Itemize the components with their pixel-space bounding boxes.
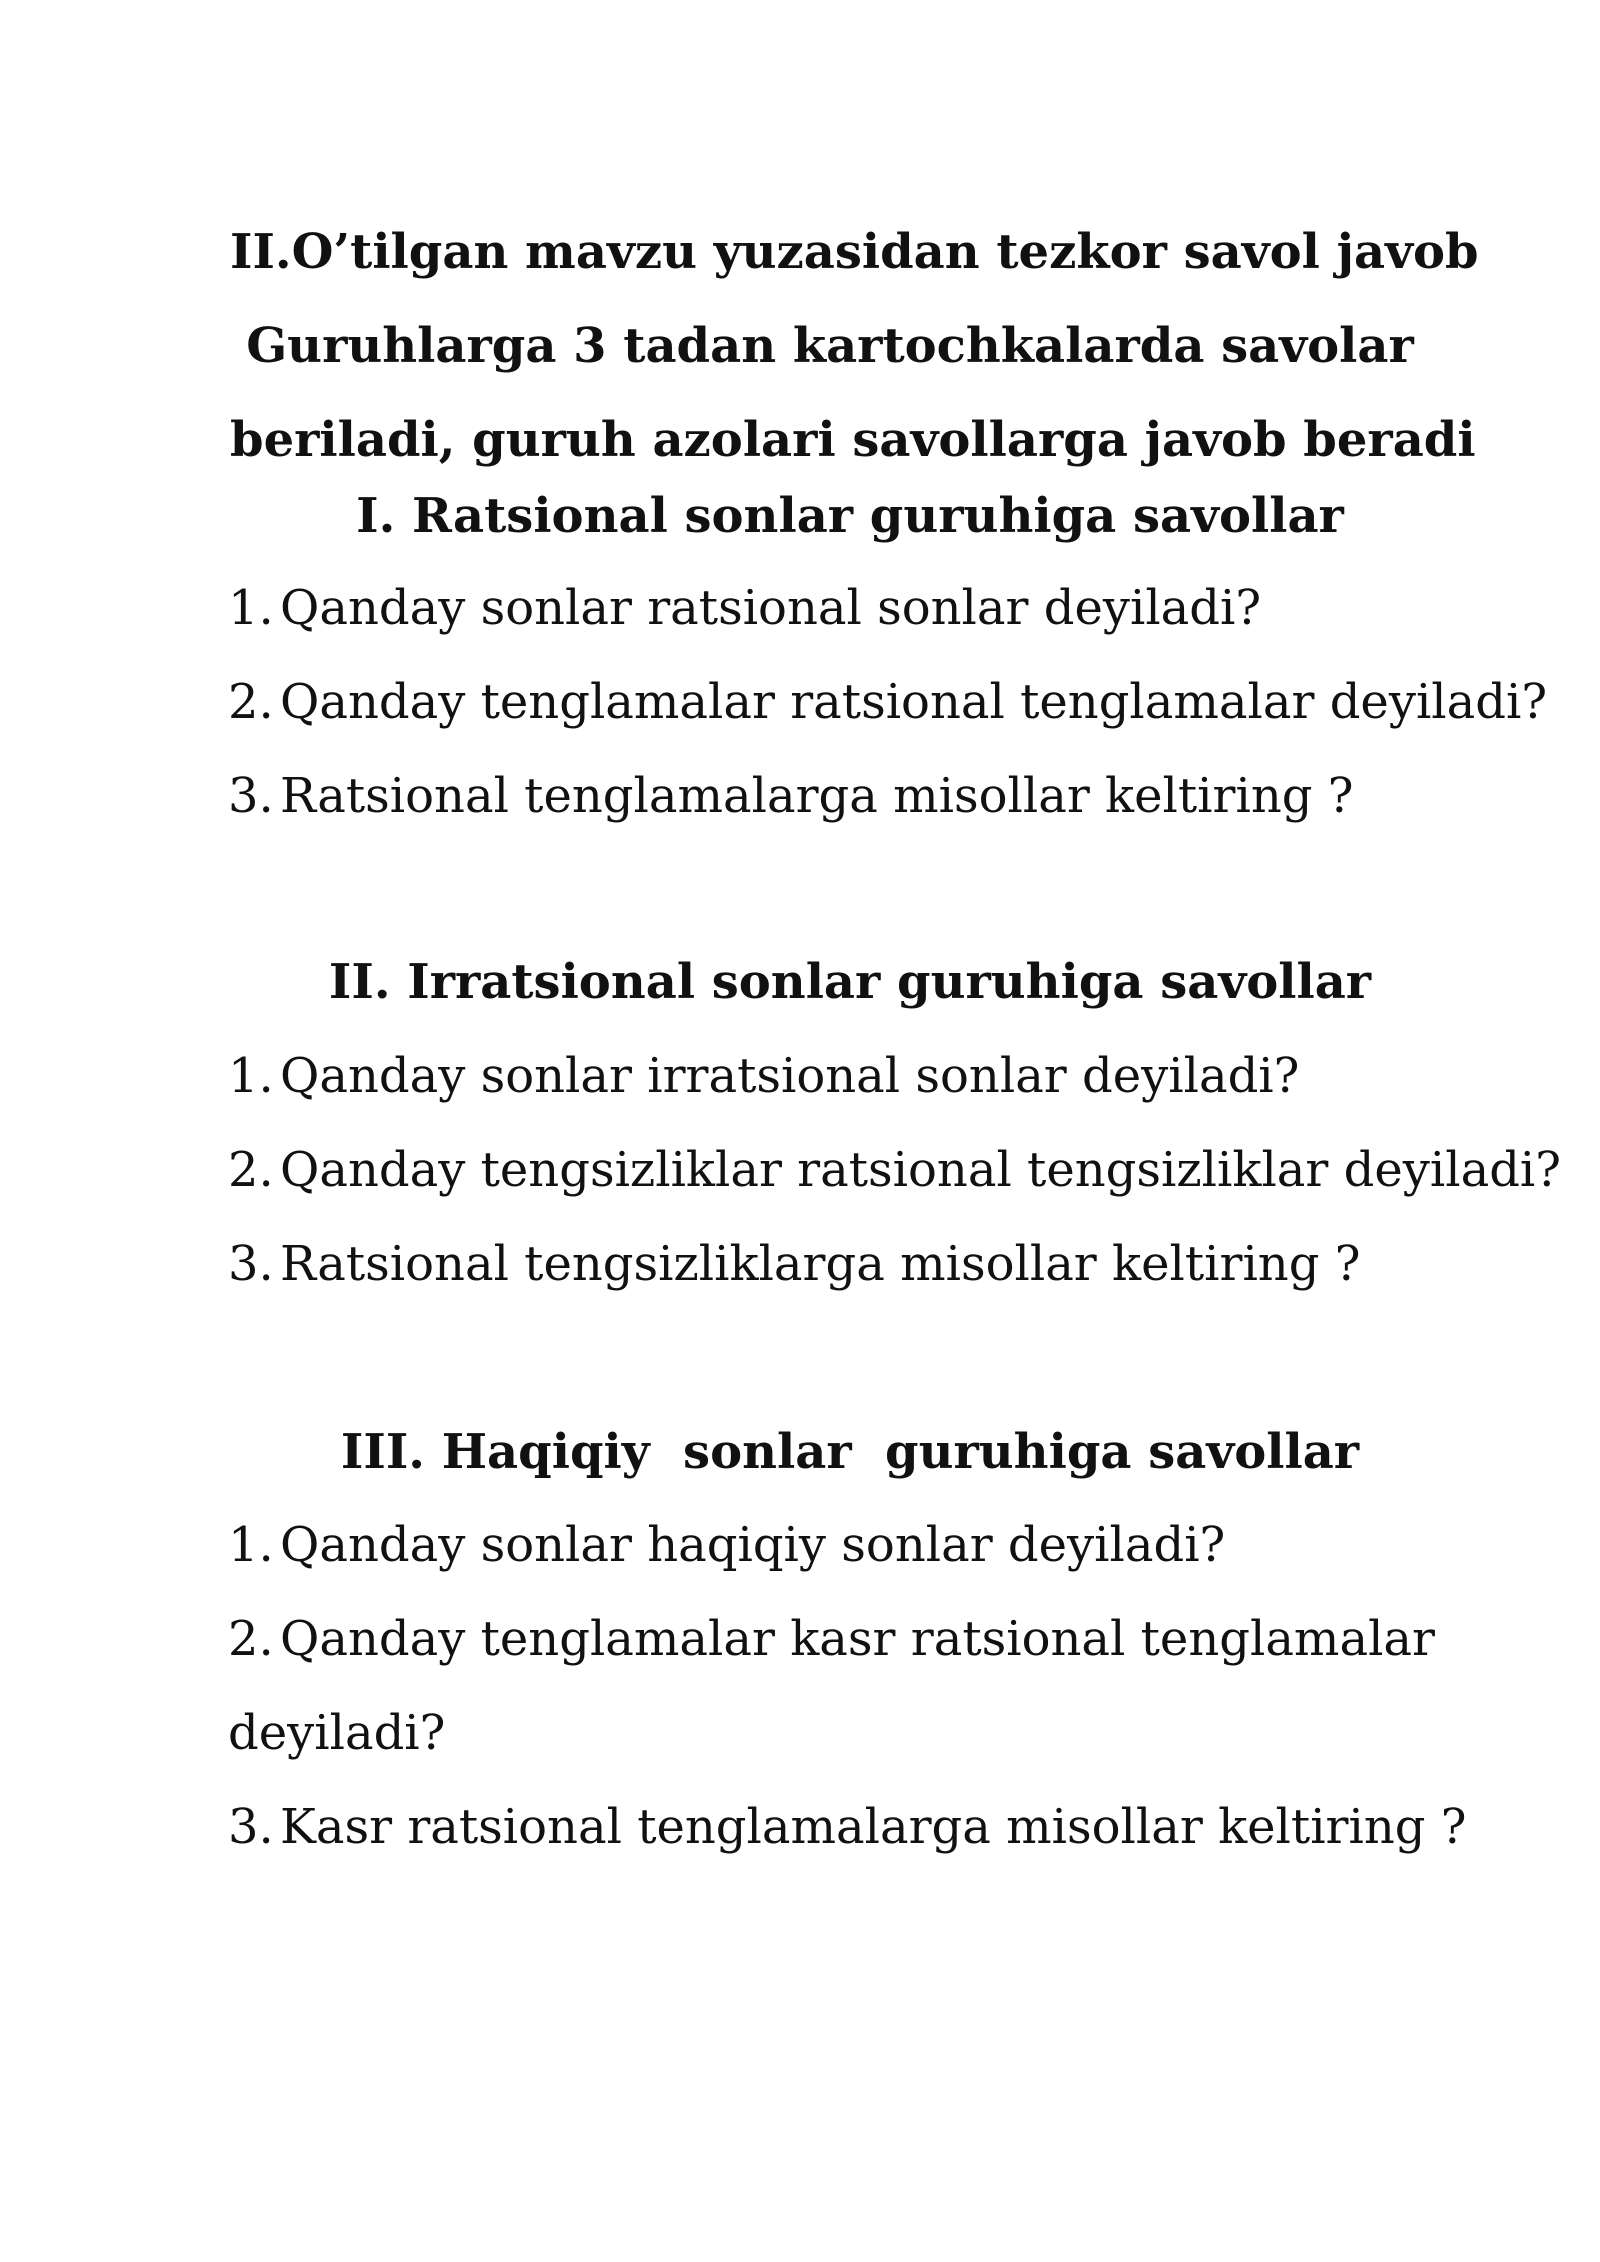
question-number: 2. — [228, 674, 274, 730]
question-item — [228, 672, 1547, 732]
question-text: Kasr ratsional tenglamalarga misollar keltiring ? — [280, 1799, 1467, 1855]
question-text: Qanday sonlar haqiqiy sonlar deyiladi? — [280, 1517, 1226, 1573]
question-number: 1. — [228, 580, 274, 636]
question-number: 3. — [228, 1799, 274, 1855]
question-text: Ratsional tengsizliklarga misollar keltiring ? — [280, 1236, 1361, 1292]
question-item — [228, 1140, 1561, 1200]
question-number: 2. — [228, 1611, 274, 1667]
section-title-real: III. Haqiqiy sonlar guruhiga savollar — [340, 1424, 1360, 1480]
question-text: Qanday tenglamalar kasr ratsional tenglamalar — [280, 1611, 1435, 1667]
question-item — [228, 578, 1261, 638]
question-continuation — [228, 1703, 445, 1763]
section-title-irrational: II. Irratsional sonlar guruhiga savollar — [328, 954, 1372, 1010]
question-number: 3. — [228, 1236, 274, 1292]
question-item — [228, 1609, 1435, 1669]
question-item — [228, 1234, 1360, 1294]
question-item — [228, 1046, 1299, 1106]
question-text: Qanday tengsizliklar ratsional tengsizliklar deyiladi? — [280, 1142, 1561, 1198]
intro-line-2: Guruhlarga 3 tadan kartochkalarda savolar — [246, 318, 1414, 374]
question-number: 2. — [228, 1142, 274, 1198]
question-number: 1. — [228, 1517, 274, 1573]
question-item — [228, 1797, 1466, 1857]
question-number: 3. — [228, 768, 274, 824]
question-text: Qanday tenglamalar ratsional tenglamalar deyiladi? — [280, 674, 1548, 730]
intro-line-1: II.O’tilgan mavzu yuzasidan tezkor savol javob — [230, 224, 1479, 280]
intro-line-3: beriladi, guruh azolari savollarga javob beradi — [230, 412, 1476, 468]
question-text: Qanday sonlar ratsional sonlar deyiladi? — [280, 580, 1262, 636]
intro-block — [230, 205, 1479, 487]
question-item — [228, 1515, 1225, 1575]
question-text: Qanday sonlar irratsional sonlar deyiladi? — [280, 1048, 1300, 1104]
section-title-rational: I. Ratsional sonlar guruhiga savollar — [356, 488, 1344, 544]
question-number: 1. — [228, 1048, 274, 1104]
question-text: Ratsional tenglamalarga misollar keltiring ? — [280, 768, 1354, 824]
question-text: deyiladi? — [228, 1705, 446, 1761]
question-item — [228, 766, 1353, 826]
